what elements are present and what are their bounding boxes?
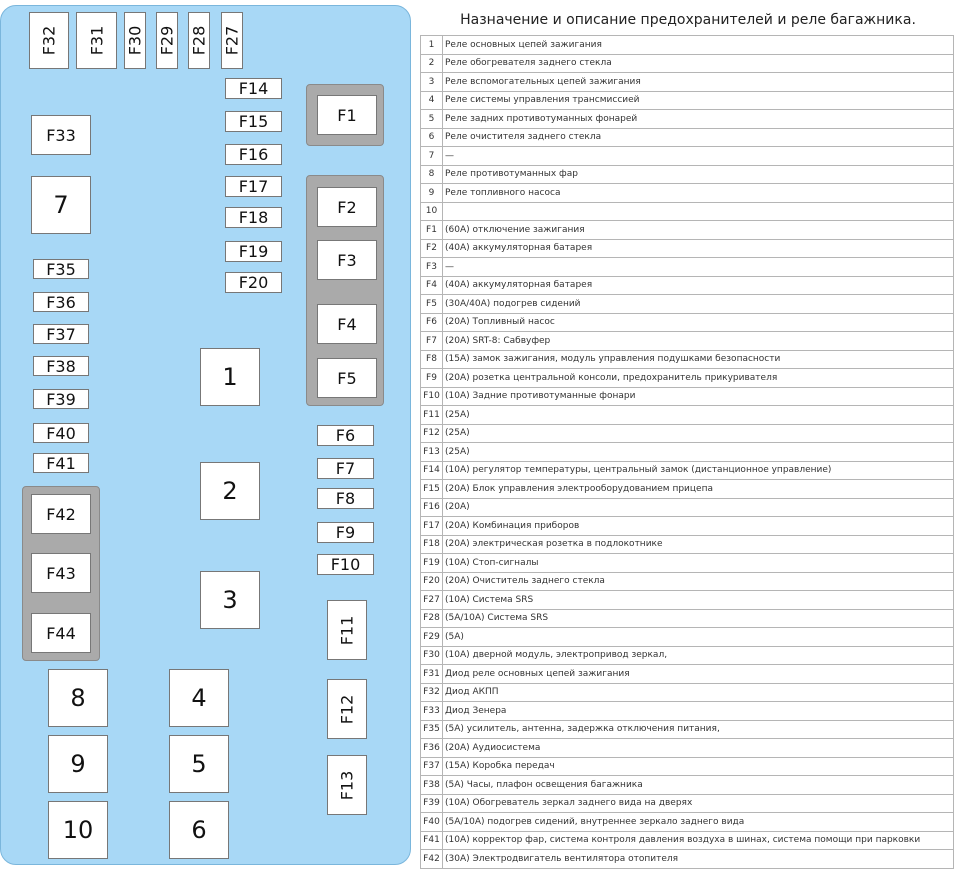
legend-row xyxy=(421,665,954,684)
legend-id: F28 xyxy=(421,609,443,628)
fuse-f4: F4 xyxy=(317,304,377,344)
legend-text: (10А) корректор фар, система контроля давления воздуха в шинах, система помощи при парковки xyxy=(443,831,954,850)
legend-id: F41 xyxy=(421,831,443,850)
relay-2: 2 xyxy=(200,462,260,520)
legend-row xyxy=(421,813,954,832)
legend-row xyxy=(421,258,954,277)
fuse-f27: F27 xyxy=(221,12,243,69)
legend-row xyxy=(421,720,954,739)
legend-text: Реле топливного насоса xyxy=(443,184,954,203)
legend-text: Реле обогревателя заднего стекла xyxy=(443,54,954,73)
legend-id: F40 xyxy=(421,813,443,832)
legend-text: (5А) усилитель, антенна, задержка отключения питания, xyxy=(443,720,954,739)
legend-row xyxy=(421,498,954,517)
legend-text: (40А) аккумуляторная батарея xyxy=(443,276,954,295)
relay-6: 6 xyxy=(169,801,229,859)
legend-id: 5 xyxy=(421,110,443,129)
legend-id: 8 xyxy=(421,165,443,184)
fuse-f30: F30 xyxy=(124,12,146,69)
legend-row xyxy=(421,424,954,443)
legend-row xyxy=(421,387,954,406)
legend-text: Реле задних противотуманных фонарей xyxy=(443,110,954,129)
legend-text: — xyxy=(443,147,954,166)
legend-row xyxy=(421,443,954,462)
legend-row xyxy=(421,147,954,166)
legend-text: (5А/10А) Система SRS xyxy=(443,609,954,628)
legend-text: (30А/40А) подогрев сидений xyxy=(443,295,954,314)
legend-id: F37 xyxy=(421,757,443,776)
legend-text: (10А) Система SRS xyxy=(443,591,954,610)
legend-id: F14 xyxy=(421,461,443,480)
legend-id: F33 xyxy=(421,702,443,721)
legend-id: F31 xyxy=(421,665,443,684)
fuse-box-diagram xyxy=(0,5,411,865)
legend-text: Реле противотуманных фар xyxy=(443,165,954,184)
legend-row xyxy=(421,739,954,758)
fuse-f19: F19 xyxy=(225,241,282,262)
legend-text: — xyxy=(443,258,954,277)
legend-row xyxy=(421,110,954,129)
legend-row xyxy=(421,276,954,295)
fuse-f33: F33 xyxy=(31,115,91,155)
legend-id: F18 xyxy=(421,535,443,554)
fuse-f8: F8 xyxy=(317,488,374,509)
legend-id: F17 xyxy=(421,517,443,536)
legend-id: F15 xyxy=(421,480,443,499)
fuse-f41: F41 xyxy=(33,453,89,473)
legend-id: F5 xyxy=(421,295,443,314)
legend-text: (25А) xyxy=(443,406,954,425)
legend-row xyxy=(421,461,954,480)
legend-id: F27 xyxy=(421,591,443,610)
legend-row xyxy=(421,554,954,573)
legend-row xyxy=(421,239,954,258)
legend-row xyxy=(421,480,954,499)
legend-row xyxy=(421,794,954,813)
relay-10: 10 xyxy=(48,801,108,859)
fuse-f35: F35 xyxy=(33,259,89,279)
legend-text: (10А) Обогреватель зеркал заднего вида на дверях xyxy=(443,794,954,813)
legend-title: Назначение и описание предохранителей и реле багажника. xyxy=(460,12,916,28)
legend-row xyxy=(421,776,954,795)
legend-text: (5А) xyxy=(443,628,954,647)
legend-text: (20А) SRT-8: Сабвуфер xyxy=(443,332,954,351)
legend-id: F38 xyxy=(421,776,443,795)
legend-text: (5А/10А) подогрев сидений, внутреннее зеркало заднего вида xyxy=(443,813,954,832)
legend-id: 10 xyxy=(421,202,443,221)
legend-text: (25А) xyxy=(443,443,954,462)
legend-row xyxy=(421,128,954,147)
fuse-f38: F38 xyxy=(33,356,89,376)
legend-row xyxy=(421,73,954,92)
fuse-f32: F32 xyxy=(29,12,69,69)
legend-id: F8 xyxy=(421,350,443,369)
legend-id: F20 xyxy=(421,572,443,591)
fuse-f17: F17 xyxy=(225,176,282,197)
legend-row xyxy=(421,406,954,425)
fuse-f39: F39 xyxy=(33,389,89,409)
legend-text: (20А) xyxy=(443,498,954,517)
legend-text: Диод Зенера xyxy=(443,702,954,721)
legend-row xyxy=(421,646,954,665)
legend-row xyxy=(421,184,954,203)
fuse-f15: F15 xyxy=(225,111,282,132)
legend-row xyxy=(421,683,954,702)
legend-id: F2 xyxy=(421,239,443,258)
legend-text: (25А) xyxy=(443,424,954,443)
legend-row xyxy=(421,591,954,610)
legend-text: Диод реле основных цепей зажигания xyxy=(443,665,954,684)
fuse-f10: F10 xyxy=(317,554,374,575)
fuse-f29: F29 xyxy=(156,12,178,69)
legend-text: (20А) Комбинация приборов xyxy=(443,517,954,536)
legend-id: F11 xyxy=(421,406,443,425)
fuse-f14: F14 xyxy=(225,78,282,99)
legend-id: F13 xyxy=(421,443,443,462)
relay-5: 5 xyxy=(169,735,229,793)
relay-9: 9 xyxy=(48,735,108,793)
legend-text: (10А) дверной модуль, электропривод зеркал, xyxy=(443,646,954,665)
fuse-f11: F11 xyxy=(327,600,367,660)
legend-row xyxy=(421,572,954,591)
relay-8: 8 xyxy=(48,669,108,727)
fuse-f9: F9 xyxy=(317,522,374,543)
fuse-f7: F7 xyxy=(317,458,374,479)
legend-row xyxy=(421,757,954,776)
legend-row xyxy=(421,91,954,110)
legend-id: F36 xyxy=(421,739,443,758)
fuse-f5: F5 xyxy=(317,358,377,398)
legend-id: 7 xyxy=(421,147,443,166)
fuse-f36: F36 xyxy=(33,292,89,312)
legend-row xyxy=(421,850,954,869)
legend-row xyxy=(421,609,954,628)
legend-text: (60А) отключение зажигания xyxy=(443,221,954,240)
legend-id: F32 xyxy=(421,683,443,702)
fuse-f37: F37 xyxy=(33,324,89,344)
legend-row xyxy=(421,54,954,73)
legend-id: F30 xyxy=(421,646,443,665)
legend-text: (30А) Электродвигатель вентилятора отопителя xyxy=(443,850,954,869)
fuse-f6: F6 xyxy=(317,425,374,446)
fuse-f12: F12 xyxy=(327,679,367,739)
legend-text: (15А) Коробка передач xyxy=(443,757,954,776)
fuse-f13: F13 xyxy=(327,755,367,815)
legend-id: F39 xyxy=(421,794,443,813)
legend-id: F42 xyxy=(421,850,443,869)
legend-text: (20А) розетка центральной консоли, предохранитель прикуривателя xyxy=(443,369,954,388)
legend-text: (5А) Часы, плафон освещения багажника xyxy=(443,776,954,795)
fuse-f20: F20 xyxy=(225,272,282,293)
legend-row xyxy=(421,517,954,536)
legend-row xyxy=(421,369,954,388)
legend-row xyxy=(421,165,954,184)
legend-row xyxy=(421,221,954,240)
legend-text: Реле основных цепей зажигания xyxy=(443,36,954,55)
fuse-f16: F16 xyxy=(225,144,282,165)
legend-text: (10А) регулятор температуры, центральный замок (дистанционное управление) xyxy=(443,461,954,480)
legend-text: (40А) аккумуляторная батарея xyxy=(443,239,954,258)
legend-text: Реле очистителя заднего стекла xyxy=(443,128,954,147)
legend-text: Реле вспомогательных цепей зажигания xyxy=(443,73,954,92)
fuse-f43: F43 xyxy=(31,553,91,593)
fuse-f18: F18 xyxy=(225,207,282,228)
legend-text: Диод АКПП xyxy=(443,683,954,702)
legend-table xyxy=(420,35,954,869)
legend-text: (10А) Стоп-сигналы xyxy=(443,554,954,573)
legend-id: F9 xyxy=(421,369,443,388)
fuse-f2: F2 xyxy=(317,187,377,227)
fuse-f40: F40 xyxy=(33,423,89,443)
legend-row xyxy=(421,313,954,332)
legend-id: 9 xyxy=(421,184,443,203)
legend-id: F12 xyxy=(421,424,443,443)
legend-id: F35 xyxy=(421,720,443,739)
legend-text: (15А) замок зажигания, модуль управления подушками безопасности xyxy=(443,350,954,369)
legend-id: 1 xyxy=(421,36,443,55)
legend-id: 2 xyxy=(421,54,443,73)
legend-text: Реле системы управления трансмиссией xyxy=(443,91,954,110)
relay-7: 7 xyxy=(31,176,91,234)
legend-row xyxy=(421,628,954,647)
legend-row xyxy=(421,36,954,55)
legend-row xyxy=(421,295,954,314)
legend-text: (20А) Очиститель заднего стекла xyxy=(443,572,954,591)
legend-id: F4 xyxy=(421,276,443,295)
legend-id: 6 xyxy=(421,128,443,147)
legend-text: (20А) Блок управления электрооборудованием прицепа xyxy=(443,480,954,499)
legend-text: (20А) Аудиосистема xyxy=(443,739,954,758)
fuse-f1: F1 xyxy=(317,95,377,135)
legend-row xyxy=(421,350,954,369)
relay-1: 1 xyxy=(200,348,260,406)
legend-id: 4 xyxy=(421,91,443,110)
legend-row xyxy=(421,535,954,554)
legend-id: F29 xyxy=(421,628,443,647)
legend-text: (10А) Задние противотуманные фонари xyxy=(443,387,954,406)
legend-text: (20А) электрическая розетка в подлокотнике xyxy=(443,535,954,554)
legend-row xyxy=(421,831,954,850)
fuse-f3: F3 xyxy=(317,240,377,280)
legend-id: F7 xyxy=(421,332,443,351)
relay-4: 4 xyxy=(169,669,229,727)
fuse-f42: F42 xyxy=(31,494,91,534)
legend-row xyxy=(421,702,954,721)
legend-id: F1 xyxy=(421,221,443,240)
legend-id: F10 xyxy=(421,387,443,406)
legend-text: (20А) Топливный насос xyxy=(443,313,954,332)
legend-id: F6 xyxy=(421,313,443,332)
legend-id: F3 xyxy=(421,258,443,277)
legend-id: F16 xyxy=(421,498,443,517)
legend-id: F19 xyxy=(421,554,443,573)
legend-row xyxy=(421,202,954,221)
relay-3: 3 xyxy=(200,571,260,629)
legend-text xyxy=(443,202,954,221)
fuse-f44: F44 xyxy=(31,613,91,653)
fuse-f28: F28 xyxy=(188,12,210,69)
legend-row xyxy=(421,332,954,351)
fuse-f31: F31 xyxy=(76,12,117,69)
legend-id: 3 xyxy=(421,73,443,92)
